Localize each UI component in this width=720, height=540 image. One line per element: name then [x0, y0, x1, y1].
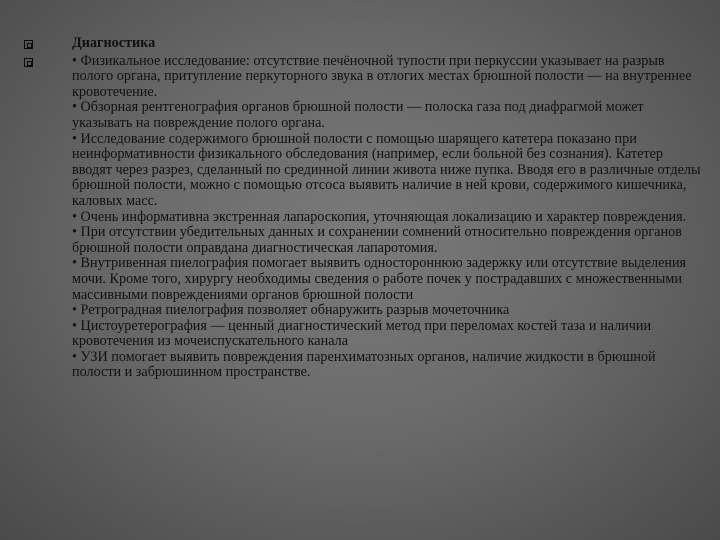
slide-heading: Диагностика — [72, 35, 156, 51]
paragraph-cystourethrography: • Цистоуретерография — ценный диагностический метод при переломах костей таза и наличии кровотечения из мочеиспускательного канала — [72, 317, 652, 350]
bullet-column — [24, 40, 44, 76]
paragraph-physical-exam: • Физикальное исследование: отсутствие печёночной тупости при перкуссии указывает на разрыв полого органа, притупление перкуторного звука в отлогих местах брюшной полости — на внутреннее кровотечение. — [72, 52, 692, 100]
slide-content — [72, 36, 702, 381]
paragraph-laparoscopy: • Очень информативна экстренная лапароскопия, уточняющая локализацию и характер повреждения. — [72, 208, 687, 225]
paragraph-catheter: • Исследование содержимого брюшной полости с помощью шарящего катетера показано при неинформативности физикального обследования (например, если больной без сознания). Катетер вводят через разрез, сделанный по срединной линии живота ниже пупка. Вводя его в различные отделы брюшной полости, можно с помощью отсоса выявить наличие в ней крови, содержимого кишечника, каловых масс. — [72, 130, 701, 209]
square-bullet-icon — [24, 40, 33, 49]
paragraph-ultrasound: • УЗИ помогает выявить повреждения паренхиматозных органов, наличие жидкости в брюшной полости и забрюшинном пространстве. — [72, 348, 656, 381]
paragraph-iv-pyelography: • Внутривенная пиелография помогает выявить одностороннюю задержку или отсутствие выделения мочи. Кроме того, хирургу необходимы сведения о работе почек у пострадавших с множественными массивными повреждениями органов брюшной полости — [72, 255, 687, 303]
paragraph-retrograde-pyelography: • Ретроградная пиелография позволяет обнаружить разрыв мочеточника — [72, 302, 510, 319]
paragraph-laparotomy: • При отсутствии убедительных данных и сохранении сомнений относительно повреждения органов брюшной полости оправдана диагностическая лапаротомия. — [72, 224, 682, 256]
paragraph-xray: • Обзорная рентгенография органов брюшной полости — полоска газа под диафрагмой может указывать на повреждение полого органа. — [72, 99, 644, 131]
square-bullet-icon — [24, 58, 33, 67]
